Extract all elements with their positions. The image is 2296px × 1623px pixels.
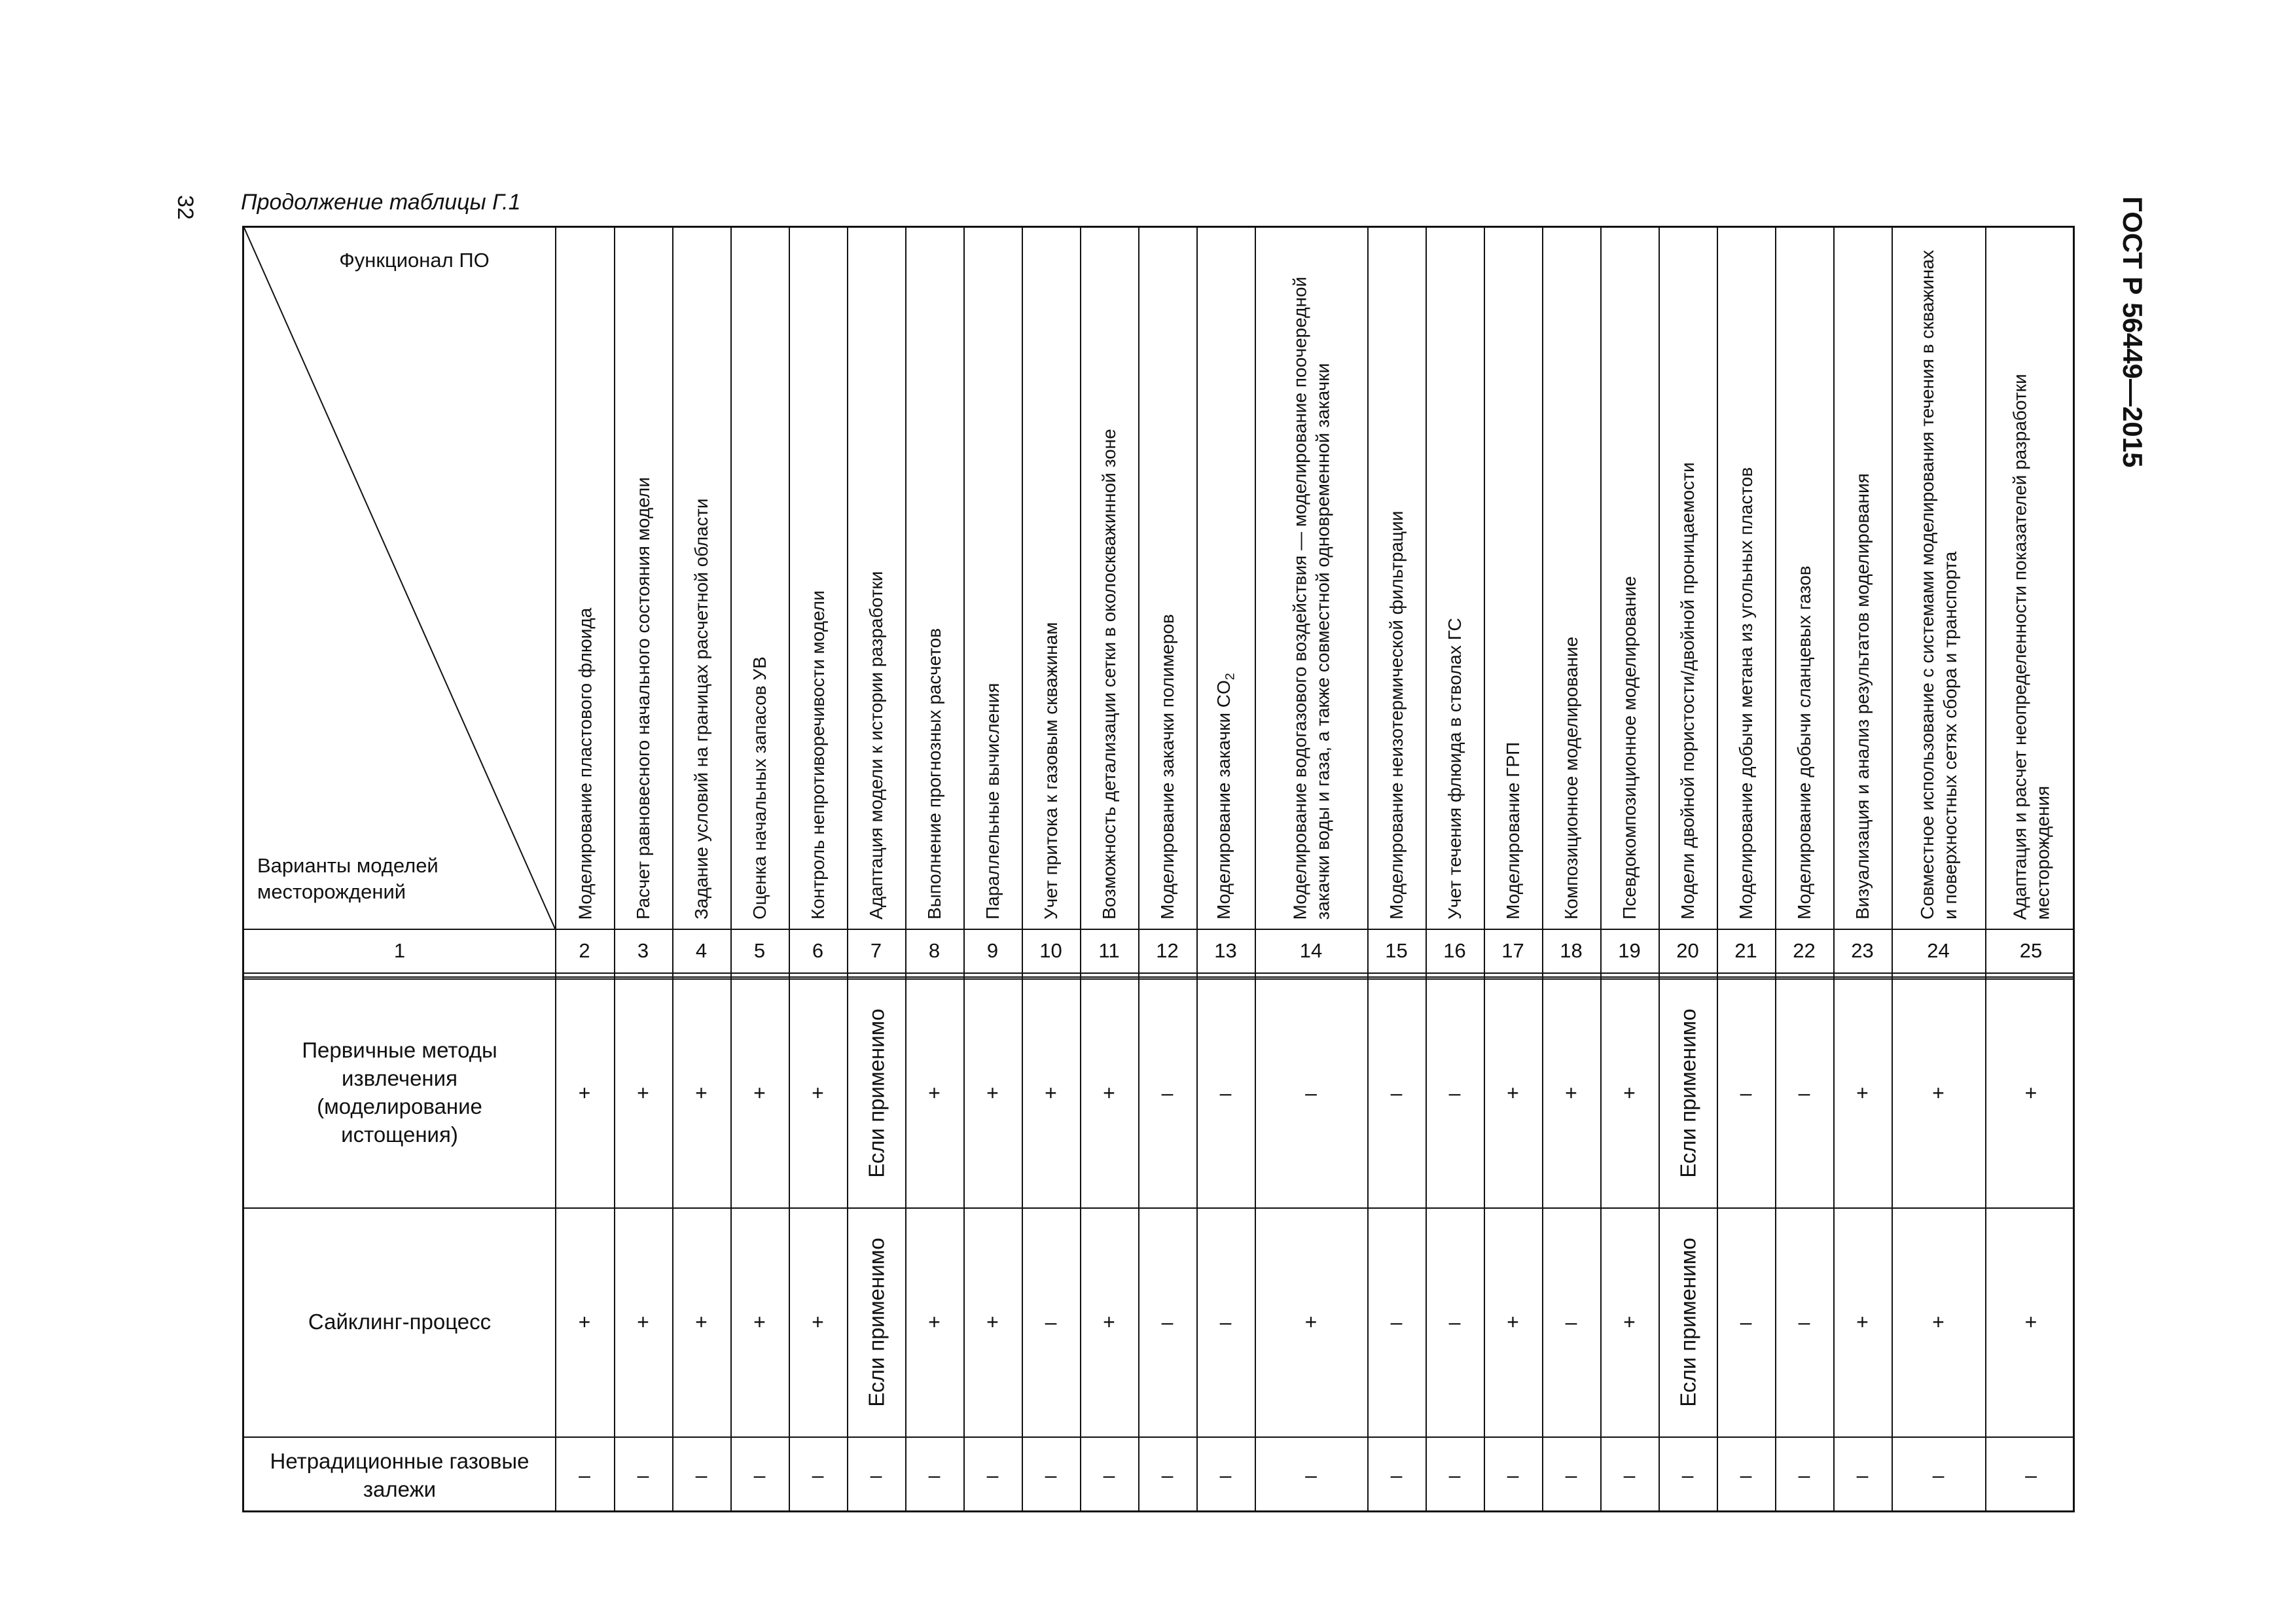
column-header-18 [1547, 240, 1595, 919]
column-number: 18 [1560, 938, 1583, 962]
table-cell: – [812, 1463, 824, 1487]
column-number: 22 [1793, 938, 1816, 962]
column-header-3 [619, 240, 667, 919]
table-cell: + [695, 1080, 708, 1105]
table-caption: Продолжение таблицы Г.1 [241, 190, 521, 215]
corner-diagonal [244, 228, 555, 929]
column-header-text: Модели двойной пористости/двойной проницаемости [1677, 462, 1698, 919]
column-header-23 [1839, 240, 1886, 919]
table-cell: – [1565, 1310, 1577, 1334]
column-header-text: Композиционное моделирование [1561, 636, 1581, 919]
table-cell: – [1623, 1463, 1636, 1487]
table-cell: – [695, 1463, 708, 1487]
table-cell: + [812, 1310, 824, 1334]
column-header-text: Моделирование закачки полимеров [1157, 614, 1177, 919]
column-header-text: Моделирование закачки $CO_2$ [1213, 673, 1238, 919]
table-cell: Если применимо [863, 1008, 888, 1178]
column-header-13 [1202, 240, 1249, 919]
column-header-15 [1372, 240, 1420, 919]
table-cell: + [1045, 1080, 1057, 1105]
column-number: 15 [1385, 938, 1408, 962]
column-number: 1 [393, 938, 406, 962]
column-number: 21 [1734, 938, 1757, 962]
table-cell: + [1623, 1080, 1636, 1105]
column-header-10 [1027, 240, 1075, 919]
table-cell: + [1623, 1310, 1636, 1334]
table-cell: – [1798, 1463, 1810, 1487]
table-cell: + [928, 1310, 941, 1334]
column-header-text: Моделирование пластового флюида [574, 607, 595, 919]
table-cell: – [1219, 1080, 1232, 1105]
row-divider [244, 972, 2073, 974]
table-cell: + [812, 1080, 824, 1105]
table-cell: – [1740, 1080, 1752, 1105]
column-number: 14 [1299, 938, 1323, 962]
table-cell: – [1305, 1080, 1317, 1105]
column-header-text: Адаптация модели к истории разработки [866, 571, 886, 919]
table-cell: + [1507, 1310, 1519, 1334]
column-number: 8 [928, 938, 941, 962]
column-header-6 [794, 240, 842, 919]
table-cell: + [578, 1310, 591, 1334]
table-cell: + [1304, 1310, 1318, 1334]
table-cell: – [1390, 1463, 1403, 1487]
column-header-12 [1143, 240, 1191, 919]
table-cell: – [1507, 1463, 1519, 1487]
table-cell: – [1448, 1310, 1461, 1334]
table-cell: + [2024, 1080, 2037, 1105]
column-header-text: Параллельные вычисления [982, 683, 1003, 919]
column-header-text: Учет течения флюида в стволах ГС [1444, 618, 1465, 919]
row-divider [244, 976, 2073, 978]
table-cell: – [1045, 1463, 1057, 1487]
column-header-text: Совместное использование с системами моделирования течения в скважинах и поверхностных сетях сбора и транспорта [1916, 249, 1960, 919]
column-number: 25 [2019, 938, 2043, 962]
table-cell: – [1798, 1310, 1810, 1334]
table-cell: – [753, 1463, 766, 1487]
standard-code: ГОСТ Р 56449—2015 [2117, 196, 2148, 468]
column-header-16 [1431, 240, 1479, 919]
table-cell: + [753, 1310, 766, 1334]
table-cell: + [1565, 1080, 1577, 1105]
table-cell: – [1798, 1080, 1810, 1105]
column-header-19 [1605, 240, 1653, 919]
column-number: 5 [753, 938, 766, 962]
table-cell: – [1448, 1080, 1461, 1105]
column-header-text: Учет притока к газовым скважинам [1041, 622, 1061, 919]
column-header-11 [1085, 240, 1133, 919]
column-header-text: Моделирование добычи сланцевых газов [1794, 565, 1814, 919]
table-cell: – [1045, 1310, 1057, 1334]
table-cell: + [1932, 1080, 1945, 1105]
column-header-24 [1897, 240, 1980, 919]
table-cell: + [1856, 1080, 1869, 1105]
requirements-table [242, 226, 2075, 1512]
column-number: 16 [1443, 938, 1466, 962]
column-number: 10 [1039, 938, 1062, 962]
table-cell: – [1161, 1463, 1174, 1487]
table-cell: Если применимо [863, 1237, 888, 1407]
column-number: 6 [812, 938, 824, 962]
column-header-text: Моделирование добычи метана из угольных пластов [1736, 467, 1756, 919]
table-cell: + [637, 1080, 649, 1105]
column-header-text: Контроль непротиворечивости модели [808, 590, 828, 919]
column-header-text: Возможность детализации сетки в околоскважинной зоне [1099, 429, 1119, 919]
column-header-text: Моделирование неизотермической фильтрации [1386, 510, 1407, 919]
table-cell: + [637, 1310, 649, 1334]
corner-top-label: Функционал ПО [339, 248, 490, 272]
page-number: 32 [173, 195, 198, 220]
column-number: 19 [1618, 938, 1641, 962]
column-header-17 [1489, 240, 1537, 919]
table-cell: – [1681, 1463, 1694, 1487]
column-header-text: Псевдокомпозиционное моделирование [1619, 576, 1640, 919]
table-cell: – [1740, 1310, 1752, 1334]
column-header-text: Задание условий на границах расчетной области [691, 498, 711, 919]
table-cell: – [1390, 1310, 1403, 1334]
table-cell: + [2024, 1310, 2037, 1334]
table-cell: – [637, 1463, 649, 1487]
table-cell: – [1740, 1463, 1752, 1487]
column-header-21 [1722, 240, 1770, 919]
column-number: 9 [986, 938, 999, 962]
column-header-5 [736, 240, 783, 919]
column-number: 4 [695, 938, 708, 962]
table-cell: + [986, 1310, 999, 1334]
column-header-22 [1780, 240, 1828, 919]
column-number: 13 [1214, 938, 1237, 962]
column-number: 12 [1156, 938, 1179, 962]
table-cell: – [1390, 1080, 1403, 1105]
table-cell: – [1219, 1463, 1232, 1487]
table-cell: – [1219, 1310, 1232, 1334]
table-cell: – [579, 1463, 590, 1487]
table-cell: – [1448, 1463, 1461, 1487]
column-header-text: Выполнение прогнозных расчетов [924, 628, 944, 919]
table-cell: Если применимо [1675, 1008, 1700, 1178]
table-cell: – [1565, 1463, 1577, 1487]
table-cell: + [753, 1080, 766, 1105]
table-cell: – [1305, 1463, 1317, 1487]
table-cell: + [1507, 1080, 1519, 1105]
diagonal-line [244, 228, 555, 929]
column-header-text: Адаптация и расчет неопределенности показателей разработки месторождения [2009, 373, 2053, 919]
column-header-4 [677, 240, 725, 919]
column-number: 2 [579, 938, 590, 962]
table-cell: – [1856, 1463, 1869, 1487]
co2-subscript: 2 [1223, 673, 1238, 681]
column-number: 11 [1098, 938, 1120, 962]
column-header-2 [560, 240, 609, 919]
table-cell: – [1932, 1463, 1945, 1487]
table-cell: + [986, 1080, 999, 1105]
column-header-7 [852, 240, 900, 919]
column-header-text: Моделирование водогазового воздействия — моделирование поочередной закачки воды и газа, а также совместной одновременной закачки [1289, 276, 1333, 919]
table-cell: – [2025, 1463, 2037, 1487]
table-cell: – [1103, 1463, 1115, 1487]
table-grid [242, 226, 2075, 1512]
table-cell: – [870, 1463, 882, 1487]
column-number: 23 [1851, 938, 1874, 962]
table-cell: + [1932, 1310, 1945, 1334]
table-cell: – [928, 1463, 941, 1487]
column-header-text: Визуализация и анализ результатов моделирования [1852, 473, 1873, 919]
table-cell: Если применимо [1675, 1237, 1700, 1407]
table-cell: + [1103, 1080, 1115, 1105]
column-header-text: Оценка начальных запасов УВ [749, 656, 770, 919]
table-cell: – [1161, 1310, 1174, 1334]
row-label: Первичные методы извлечения (моделирование истощения) [302, 1038, 497, 1147]
corner-bottom-label: Варианты моделей месторождений [257, 853, 439, 903]
table-cell: + [695, 1310, 708, 1334]
table-cell: + [1856, 1310, 1869, 1334]
column-header-9 [969, 240, 1016, 919]
column-number: 3 [637, 938, 649, 962]
column-header-8 [910, 240, 958, 919]
column-header-20 [1664, 240, 1712, 919]
column-number: 17 [1501, 938, 1524, 962]
table-cell: + [928, 1080, 941, 1105]
column-number: 7 [870, 938, 882, 962]
table-cell: + [1103, 1310, 1115, 1334]
row-label: Сайклинг-процесс [308, 1309, 492, 1334]
table-cell: – [1161, 1080, 1174, 1105]
table-cell: – [986, 1463, 999, 1487]
row-label: Нетрадиционные газовые залежи [270, 1448, 529, 1501]
column-number: 24 [1927, 938, 1950, 962]
column-header-14 [1260, 240, 1362, 919]
table-cell: + [578, 1080, 591, 1105]
column-header-text: Расчет равновесного начального состояния модели [633, 477, 653, 919]
column-number: 20 [1676, 938, 1699, 962]
column-header-text: Моделирование ГРП [1503, 741, 1523, 919]
column-header-25 [1990, 240, 2072, 919]
